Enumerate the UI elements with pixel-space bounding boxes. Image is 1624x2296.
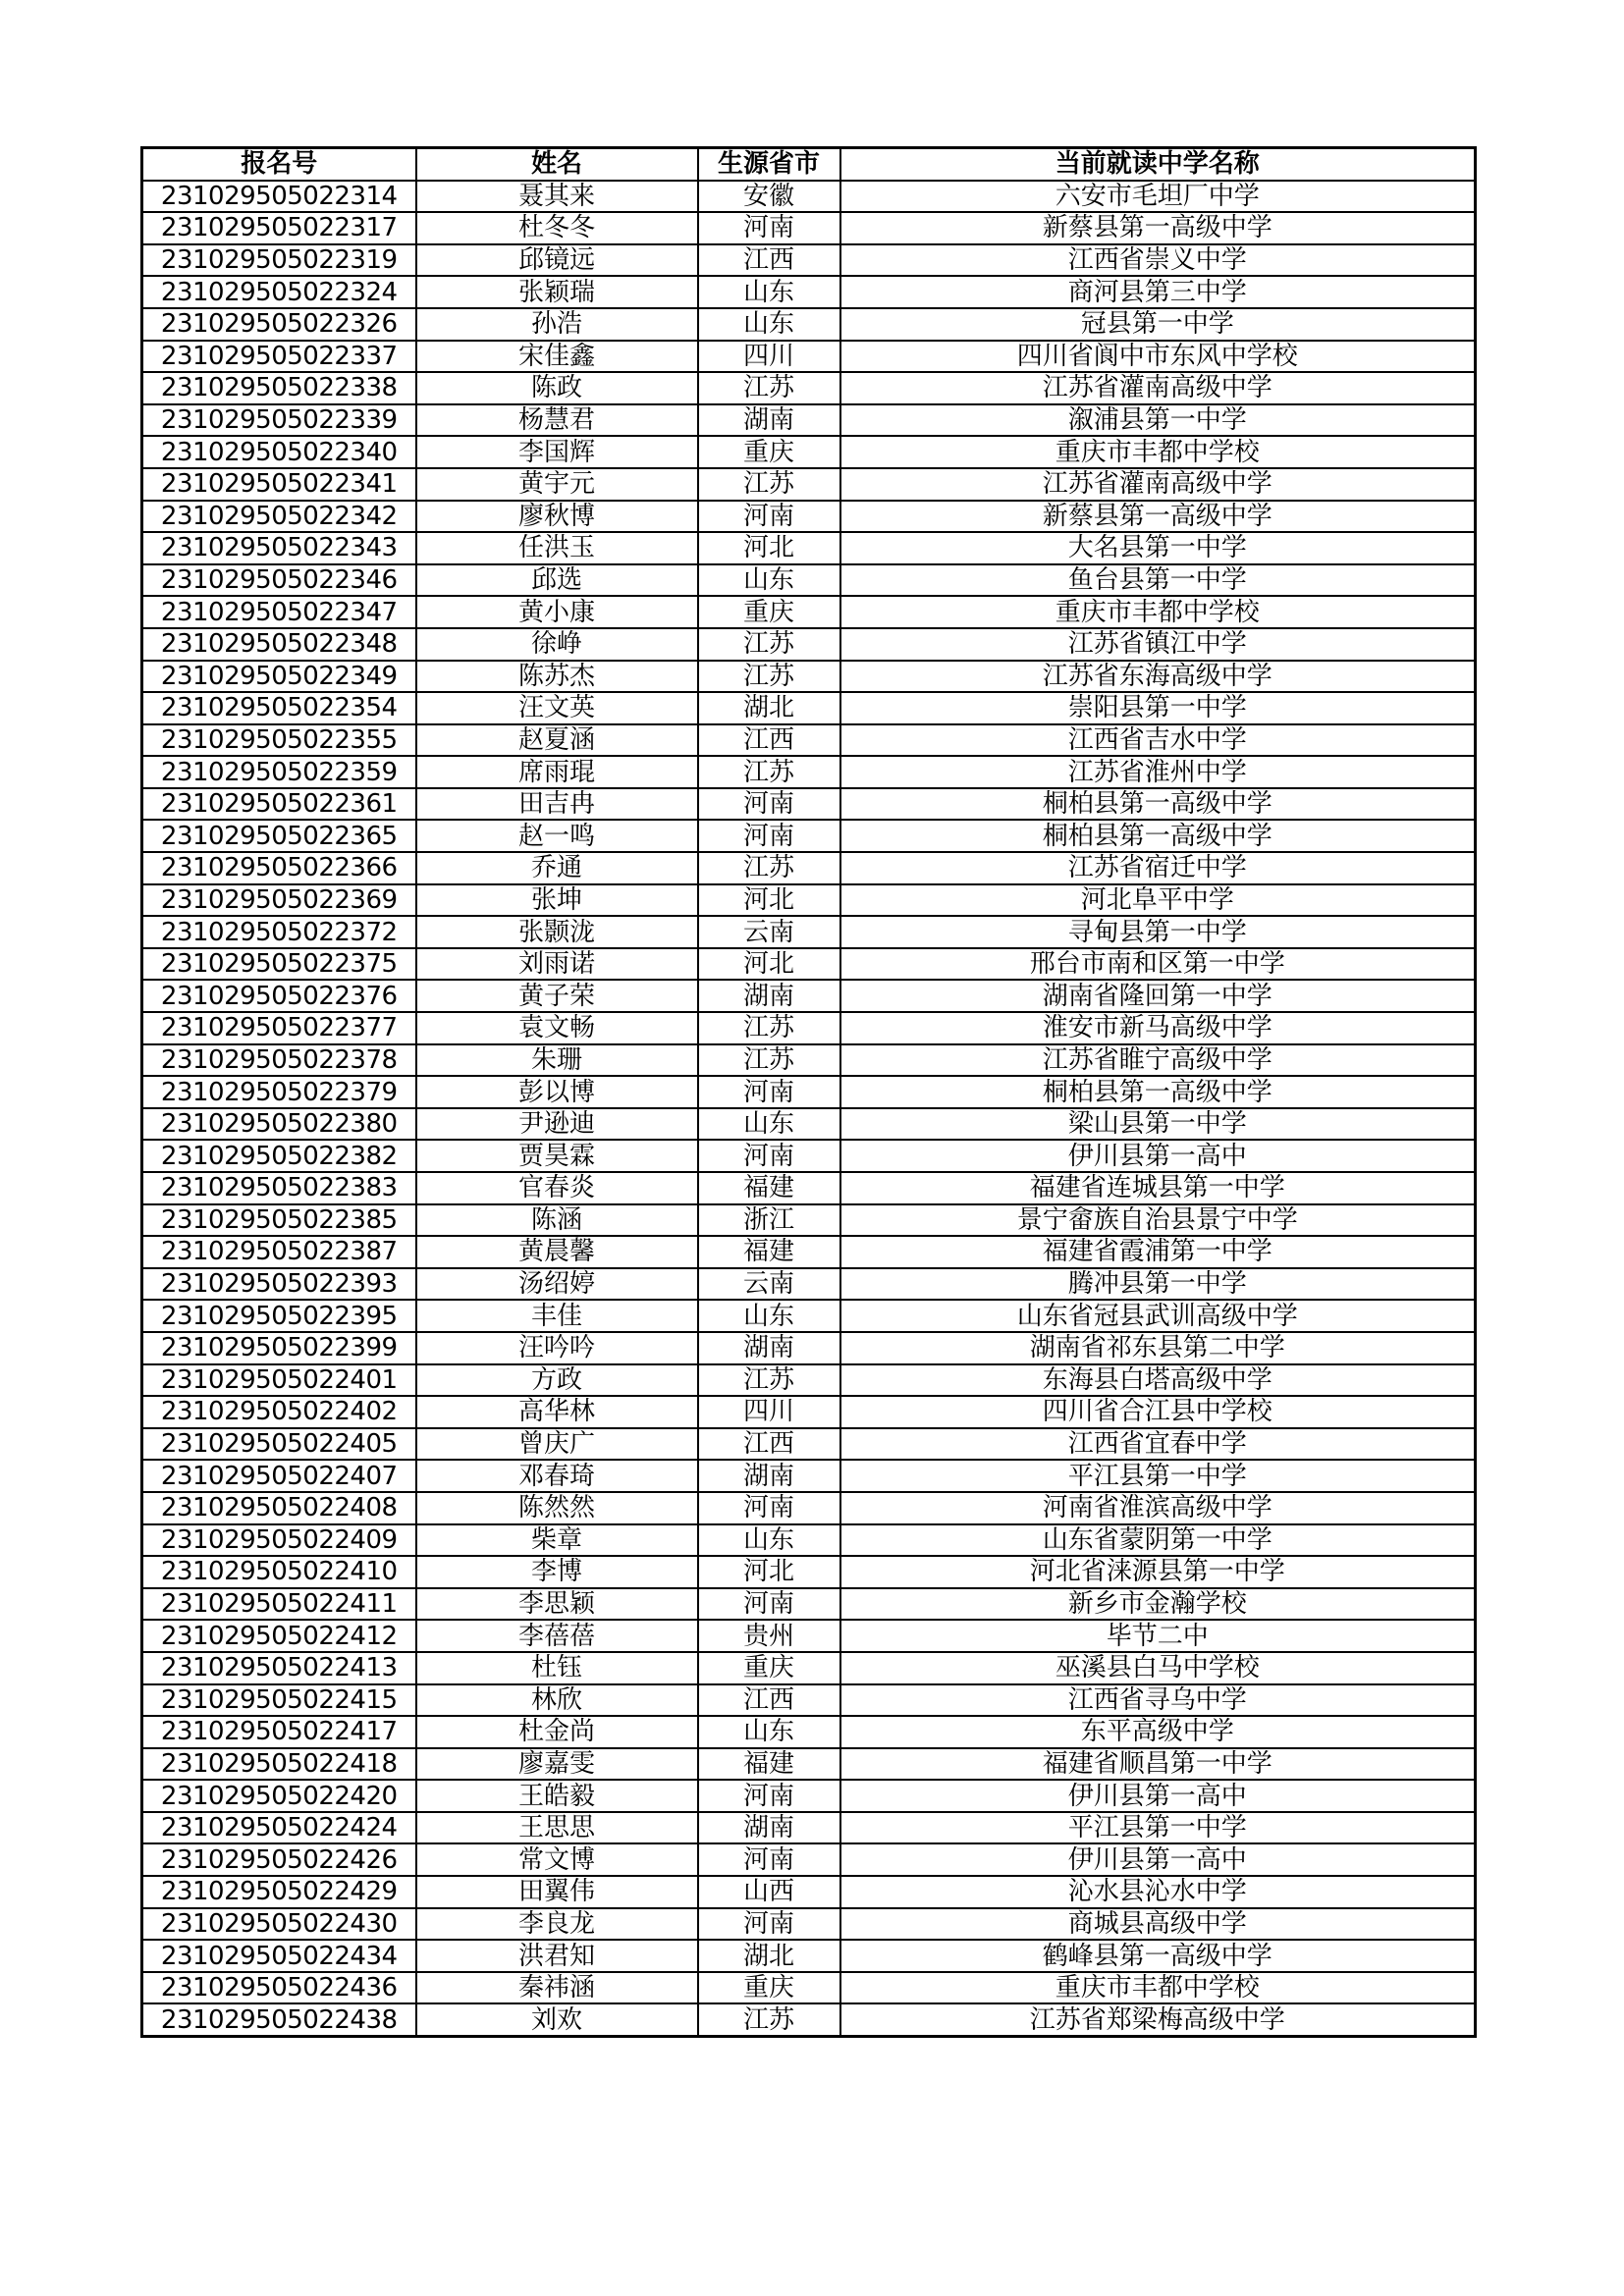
student-name-cell: 田吉冉: [416, 788, 698, 821]
province-cell: 山东: [698, 276, 840, 308]
registration-number-cell: 231029505022348: [142, 628, 416, 661]
student-name-cell: 李国辉: [416, 436, 698, 468]
province-cell: 重庆: [698, 1652, 840, 1684]
registration-number-cell: 231029505022314: [142, 181, 416, 213]
registration-number-cell: 231029505022438: [142, 2003, 416, 2036]
table-row: [142, 341, 1476, 373]
student-name-cell: 徐峥: [416, 628, 698, 661]
table-row: [142, 724, 1476, 757]
student-name-cell: 孙浩: [416, 308, 698, 341]
registration-number-cell: 231029505022387: [142, 1236, 416, 1268]
student-name-cell: 张颖瑞: [416, 276, 698, 308]
province-cell: 河南: [698, 820, 840, 852]
province-cell: 江苏: [698, 756, 840, 788]
student-name-cell: 方政: [416, 1364, 698, 1397]
student-name-cell: 秦祎涵: [416, 1972, 698, 2004]
school-name-cell: 冠县第一中学: [840, 308, 1476, 341]
table-row: [142, 1236, 1476, 1268]
province-cell: 重庆: [698, 436, 840, 468]
table-row: [142, 756, 1476, 788]
school-name-cell: 江苏省淮州中学: [840, 756, 1476, 788]
school-name-cell: 湖南省祁东县第二中学: [840, 1332, 1476, 1364]
school-name-cell: 河南省淮滨高级中学: [840, 1492, 1476, 1524]
province-cell: 河北: [698, 532, 840, 564]
province-cell: 江西: [698, 244, 840, 277]
province-cell: 四川: [698, 1396, 840, 1428]
table-row: [142, 692, 1476, 724]
student-name-cell: 李博: [416, 1556, 698, 1588]
province-cell: 湖北: [698, 1940, 840, 1972]
registration-number-cell: 231029505022399: [142, 1332, 416, 1364]
registration-number-cell: 231029505022377: [142, 1012, 416, 1044]
school-name-cell: 桐柏县第一高级中学: [840, 1076, 1476, 1108]
student-name-cell: 聂其来: [416, 181, 698, 213]
registration-number-cell: 231029505022408: [142, 1492, 416, 1524]
province-cell: 湖南: [698, 404, 840, 437]
school-name-cell: 江西省吉水中学: [840, 724, 1476, 757]
table-row: [142, 1108, 1476, 1141]
column-header-school: 当前就读中学名称: [840, 148, 1476, 181]
table-row: [142, 372, 1476, 404]
school-name-cell: 沁水县沁水中学: [840, 1876, 1476, 1908]
registration-number-cell: 231029505022366: [142, 852, 416, 884]
student-name-cell: 李蓓蓓: [416, 1620, 698, 1652]
student-name-cell: 官春炎: [416, 1172, 698, 1204]
province-cell: 江苏: [698, 661, 840, 693]
table-row: [142, 1748, 1476, 1781]
student-name-cell: 王皓毅: [416, 1780, 698, 1812]
school-name-cell: 福建省顺昌第一中学: [840, 1748, 1476, 1781]
table-row: [142, 276, 1476, 308]
school-name-cell: 新乡市金瀚学校: [840, 1588, 1476, 1621]
student-name-cell: 汪文英: [416, 692, 698, 724]
student-name-cell: 杜金尚: [416, 1716, 698, 1748]
province-cell: 重庆: [698, 596, 840, 628]
registration-number-cell: 231029505022349: [142, 661, 416, 693]
school-name-cell: 崇阳县第一中学: [840, 692, 1476, 724]
registration-number-cell: 231029505022339: [142, 404, 416, 437]
province-cell: 河南: [698, 1140, 840, 1172]
student-name-cell: 邱镜远: [416, 244, 698, 277]
table-row: [142, 244, 1476, 277]
province-cell: 云南: [698, 916, 840, 948]
table-row: [142, 1780, 1476, 1812]
student-name-cell: 杨慧君: [416, 404, 698, 437]
table-row: [142, 1684, 1476, 1717]
registration-number-cell: 231029505022319: [142, 244, 416, 277]
student-name-cell: 黄宇元: [416, 468, 698, 501]
student-name-cell: 乔通: [416, 852, 698, 884]
table-row: [142, 1300, 1476, 1332]
table-row: [142, 1396, 1476, 1428]
registration-number-cell: 231029505022402: [142, 1396, 416, 1428]
table-row: [142, 948, 1476, 981]
school-name-cell: 梁山县第一中学: [840, 1108, 1476, 1141]
table-row: [142, 1843, 1476, 1876]
province-cell: 湖北: [698, 692, 840, 724]
student-name-cell: 赵夏涵: [416, 724, 698, 757]
table-row: [142, 1588, 1476, 1621]
student-name-cell: 彭以博: [416, 1076, 698, 1108]
registration-number-cell: 231029505022361: [142, 788, 416, 821]
table-row: [142, 1812, 1476, 1844]
school-name-cell: 江西省宜春中学: [840, 1428, 1476, 1461]
school-name-cell: 四川省阆中市东风中学校: [840, 341, 1476, 373]
table-row: [142, 1460, 1476, 1492]
province-cell: 江苏: [698, 628, 840, 661]
table-row: [142, 1204, 1476, 1237]
table-row: [142, 564, 1476, 597]
registration-number-cell: 231029505022317: [142, 212, 416, 244]
column-header-name: 姓名: [416, 148, 698, 181]
province-cell: 湖南: [698, 1332, 840, 1364]
province-cell: 云南: [698, 1268, 840, 1301]
school-name-cell: 福建省霞浦第一中学: [840, 1236, 1476, 1268]
school-name-cell: 江苏省镇江中学: [840, 628, 1476, 661]
registration-number-cell: 231029505022326: [142, 308, 416, 341]
school-name-cell: 商河县第三中学: [840, 276, 1476, 308]
table-row: [142, 596, 1476, 628]
province-cell: 安徽: [698, 181, 840, 213]
school-name-cell: 伊川县第一高中: [840, 1780, 1476, 1812]
registration-number-cell: 231029505022379: [142, 1076, 416, 1108]
student-name-cell: 尹逊迪: [416, 1108, 698, 1141]
registration-number-cell: 231029505022376: [142, 980, 416, 1012]
province-cell: 山西: [698, 1876, 840, 1908]
province-cell: 江苏: [698, 372, 840, 404]
school-name-cell: 东平高级中学: [840, 1716, 1476, 1748]
student-name-cell: 林欣: [416, 1684, 698, 1717]
province-cell: 河南: [698, 1492, 840, 1524]
registration-number-cell: 231029505022393: [142, 1268, 416, 1301]
province-cell: 四川: [698, 341, 840, 373]
school-name-cell: 四川省合江县中学校: [840, 1396, 1476, 1428]
school-name-cell: 重庆市丰都中学校: [840, 596, 1476, 628]
student-name-cell: 刘雨诺: [416, 948, 698, 981]
table-row: [142, 1364, 1476, 1397]
school-name-cell: 景宁畲族自治县景宁中学: [840, 1204, 1476, 1237]
province-cell: 河南: [698, 1780, 840, 1812]
table-row: [142, 468, 1476, 501]
registration-number-cell: 231029505022372: [142, 916, 416, 948]
province-cell: 福建: [698, 1748, 840, 1781]
table-row: [142, 1940, 1476, 1972]
registration-number-cell: 231029505022383: [142, 1172, 416, 1204]
table-row: [142, 788, 1476, 821]
registration-number-cell: 231029505022341: [142, 468, 416, 501]
table-body: [142, 181, 1476, 2037]
table-row: [142, 1332, 1476, 1364]
table-row: [142, 181, 1476, 213]
student-name-cell: 高华林: [416, 1396, 698, 1428]
student-name-cell: 杜钰: [416, 1652, 698, 1684]
school-name-cell: 福建省连城县第一中学: [840, 1172, 1476, 1204]
school-name-cell: 腾冲县第一中学: [840, 1268, 1476, 1301]
school-name-cell: 新蔡县第一高级中学: [840, 501, 1476, 533]
student-name-cell: 李思颖: [416, 1588, 698, 1621]
table-row: [142, 820, 1476, 852]
student-name-cell: 黄小康: [416, 596, 698, 628]
table-row: [142, 628, 1476, 661]
province-cell: 山东: [698, 1300, 840, 1332]
column-header-province: 生源省市: [698, 148, 840, 181]
province-cell: 湖南: [698, 1812, 840, 1844]
province-cell: 江苏: [698, 2003, 840, 2036]
registration-number-cell: 231029505022420: [142, 1780, 416, 1812]
school-name-cell: 伊川县第一高中: [840, 1843, 1476, 1876]
province-cell: 江西: [698, 1428, 840, 1461]
table-row: [142, 1556, 1476, 1588]
school-name-cell: 溆浦县第一中学: [840, 404, 1476, 437]
registration-number-cell: 231029505022436: [142, 1972, 416, 2004]
province-cell: 河南: [698, 1908, 840, 1941]
student-name-cell: 赵一鸣: [416, 820, 698, 852]
province-cell: 贵州: [698, 1620, 840, 1652]
province-cell: 河南: [698, 212, 840, 244]
student-name-cell: 李良龙: [416, 1908, 698, 1941]
school-name-cell: 巫溪县白马中学校: [840, 1652, 1476, 1684]
registration-number-cell: 231029505022346: [142, 564, 416, 597]
registration-number-cell: 231029505022375: [142, 948, 416, 981]
registration-number-cell: 231029505022413: [142, 1652, 416, 1684]
student-name-cell: 任洪玉: [416, 532, 698, 564]
student-name-cell: 陈苏杰: [416, 661, 698, 693]
school-name-cell: 平江县第一中学: [840, 1812, 1476, 1844]
student-name-cell: 田翼伟: [416, 1876, 698, 1908]
student-name-cell: 丰佳: [416, 1300, 698, 1332]
student-name-cell: 席雨琨: [416, 756, 698, 788]
school-name-cell: 河北省涞源县第一中学: [840, 1556, 1476, 1588]
student-name-cell: 汤绍婷: [416, 1268, 698, 1301]
registration-number-cell: 231029505022385: [142, 1204, 416, 1237]
table-row: [142, 1268, 1476, 1301]
province-cell: 河南: [698, 1843, 840, 1876]
school-name-cell: 江苏省宿迁中学: [840, 852, 1476, 884]
province-cell: 江苏: [698, 1044, 840, 1077]
student-name-cell: 柴章: [416, 1524, 698, 1557]
registration-number-cell: 231029505022337: [142, 341, 416, 373]
school-name-cell: 江苏省灌南高级中学: [840, 468, 1476, 501]
table-row: [142, 1140, 1476, 1172]
province-cell: 河北: [698, 948, 840, 981]
table-row: [142, 1972, 1476, 2004]
registration-number-cell: 231029505022342: [142, 501, 416, 533]
student-name-cell: 张坤: [416, 884, 698, 917]
province-cell: 江苏: [698, 468, 840, 501]
registration-number-cell: 231029505022365: [142, 820, 416, 852]
student-name-cell: 廖嘉雯: [416, 1748, 698, 1781]
school-name-cell: 江苏省睢宁高级中学: [840, 1044, 1476, 1077]
student-name-cell: 洪君知: [416, 1940, 698, 1972]
student-name-cell: 刘欢: [416, 2003, 698, 2036]
student-name-cell: 袁文畅: [416, 1012, 698, 1044]
province-cell: 山东: [698, 1524, 840, 1557]
column-header-registration-number: 报名号: [142, 148, 416, 181]
province-cell: 河南: [698, 1076, 840, 1108]
province-cell: 浙江: [698, 1204, 840, 1237]
table-row: [142, 1620, 1476, 1652]
table-row: [142, 1172, 1476, 1204]
province-cell: 湖南: [698, 1460, 840, 1492]
school-name-cell: 毕节二中: [840, 1620, 1476, 1652]
registration-number-cell: 231029505022424: [142, 1812, 416, 1844]
school-name-cell: 新蔡县第一高级中学: [840, 212, 1476, 244]
registration-number-cell: 231029505022369: [142, 884, 416, 917]
student-name-cell: 黄子荣: [416, 980, 698, 1012]
applicant-table: [140, 146, 1477, 2038]
school-name-cell: 六安市毛坦厂中学: [840, 181, 1476, 213]
province-cell: 福建: [698, 1236, 840, 1268]
registration-number-cell: 231029505022395: [142, 1300, 416, 1332]
province-cell: 山东: [698, 1108, 840, 1141]
school-name-cell: 河北阜平中学: [840, 884, 1476, 917]
school-name-cell: 寻甸县第一中学: [840, 916, 1476, 948]
table-row: [142, 1876, 1476, 1908]
table-row: [142, 980, 1476, 1012]
table-row: [142, 1908, 1476, 1941]
province-cell: 江西: [698, 724, 840, 757]
table-row: [142, 884, 1476, 917]
registration-number-cell: 231029505022401: [142, 1364, 416, 1397]
province-cell: 山东: [698, 308, 840, 341]
school-name-cell: 伊川县第一高中: [840, 1140, 1476, 1172]
province-cell: 重庆: [698, 1972, 840, 2004]
registration-number-cell: 231029505022343: [142, 532, 416, 564]
province-cell: 江西: [698, 1684, 840, 1717]
registration-number-cell: 231029505022380: [142, 1108, 416, 1141]
table-row: [142, 532, 1476, 564]
table-row: [142, 1524, 1476, 1557]
province-cell: 河南: [698, 501, 840, 533]
registration-number-cell: 231029505022417: [142, 1716, 416, 1748]
school-name-cell: 邢台市南和区第一中学: [840, 948, 1476, 981]
registration-number-cell: 231029505022415: [142, 1684, 416, 1717]
student-name-cell: 王思思: [416, 1812, 698, 1844]
school-name-cell: 江苏省东海高级中学: [840, 661, 1476, 693]
table-row: [142, 1428, 1476, 1461]
registration-number-cell: 231029505022405: [142, 1428, 416, 1461]
student-name-cell: 汪吟吟: [416, 1332, 698, 1364]
registration-number-cell: 231029505022412: [142, 1620, 416, 1652]
registration-number-cell: 231029505022430: [142, 1908, 416, 1941]
province-cell: 河北: [698, 1556, 840, 1588]
student-name-cell: 常文博: [416, 1843, 698, 1876]
student-name-cell: 张颢泷: [416, 916, 698, 948]
registration-number-cell: 231029505022324: [142, 276, 416, 308]
school-name-cell: 大名县第一中学: [840, 532, 1476, 564]
student-name-cell: 黄晨馨: [416, 1236, 698, 1268]
school-name-cell: 鹤峰县第一高级中学: [840, 1940, 1476, 1972]
student-name-cell: 陈涵: [416, 1204, 698, 1237]
school-name-cell: 平江县第一中学: [840, 1460, 1476, 1492]
school-name-cell: 江苏省灌南高级中学: [840, 372, 1476, 404]
province-cell: 江苏: [698, 1012, 840, 1044]
school-name-cell: 江西省崇义中学: [840, 244, 1476, 277]
school-name-cell: 重庆市丰都中学校: [840, 1972, 1476, 2004]
registration-number-cell: 231029505022410: [142, 1556, 416, 1588]
student-name-cell: 曾庆广: [416, 1428, 698, 1461]
registration-number-cell: 231029505022409: [142, 1524, 416, 1557]
student-name-cell: 贾昊霖: [416, 1140, 698, 1172]
student-name-cell: 邓春琦: [416, 1460, 698, 1492]
table-row: [142, 212, 1476, 244]
student-name-cell: 宋佳鑫: [416, 341, 698, 373]
table-row: [142, 1044, 1476, 1077]
student-name-cell: 陈政: [416, 372, 698, 404]
registration-number-cell: 231029505022347: [142, 596, 416, 628]
school-name-cell: 江西省寻乌中学: [840, 1684, 1476, 1717]
student-name-cell: 邱选: [416, 564, 698, 597]
province-cell: 湖南: [698, 980, 840, 1012]
school-name-cell: 桐柏县第一高级中学: [840, 820, 1476, 852]
table-row: [142, 1716, 1476, 1748]
registration-number-cell: 231029505022354: [142, 692, 416, 724]
table-row: [142, 308, 1476, 341]
school-name-cell: 鱼台县第一中学: [840, 564, 1476, 597]
table-row: [142, 1076, 1476, 1108]
school-name-cell: 山东省冠县武训高级中学: [840, 1300, 1476, 1332]
school-name-cell: 商城县高级中学: [840, 1908, 1476, 1941]
table-row: [142, 916, 1476, 948]
registration-number-cell: 231029505022434: [142, 1940, 416, 1972]
province-cell: 江苏: [698, 852, 840, 884]
school-name-cell: 湖南省隆回第一中学: [840, 980, 1476, 1012]
registration-number-cell: 231029505022411: [142, 1588, 416, 1621]
province-cell: 江苏: [698, 1364, 840, 1397]
school-name-cell: 江苏省郑梁梅高级中学: [840, 2003, 1476, 2036]
table-row: [142, 852, 1476, 884]
province-cell: 山东: [698, 564, 840, 597]
registration-number-cell: 231029505022378: [142, 1044, 416, 1077]
registration-number-cell: 231029505022359: [142, 756, 416, 788]
registration-number-cell: 231029505022382: [142, 1140, 416, 1172]
province-cell: 河南: [698, 1588, 840, 1621]
school-name-cell: 桐柏县第一高级中学: [840, 788, 1476, 821]
table-row: [142, 2003, 1476, 2036]
registration-number-cell: 231029505022418: [142, 1748, 416, 1781]
student-name-cell: 廖秋博: [416, 501, 698, 533]
table-row: [142, 436, 1476, 468]
table-row: [142, 501, 1476, 533]
registration-number-cell: 231029505022429: [142, 1876, 416, 1908]
table-row: [142, 661, 1476, 693]
school-name-cell: 东海县白塔高级中学: [840, 1364, 1476, 1397]
table-row: [142, 1012, 1476, 1044]
registration-number-cell: 231029505022338: [142, 372, 416, 404]
province-cell: 福建: [698, 1172, 840, 1204]
student-name-cell: 陈然然: [416, 1492, 698, 1524]
registration-number-cell: 231029505022426: [142, 1843, 416, 1876]
province-cell: 河北: [698, 884, 840, 917]
school-name-cell: 淮安市新马高级中学: [840, 1012, 1476, 1044]
table-header-row: [142, 148, 1476, 181]
student-name-cell: 朱珊: [416, 1044, 698, 1077]
table-row: [142, 404, 1476, 437]
registration-number-cell: 231029505022355: [142, 724, 416, 757]
province-cell: 河南: [698, 788, 840, 821]
table-row: [142, 1652, 1476, 1684]
student-name-cell: 杜冬冬: [416, 212, 698, 244]
table-row: [142, 1492, 1476, 1524]
registration-number-cell: 231029505022407: [142, 1460, 416, 1492]
province-cell: 山东: [698, 1716, 840, 1748]
registration-number-cell: 231029505022340: [142, 436, 416, 468]
school-name-cell: 重庆市丰都中学校: [840, 436, 1476, 468]
school-name-cell: 山东省蒙阴第一中学: [840, 1524, 1476, 1557]
